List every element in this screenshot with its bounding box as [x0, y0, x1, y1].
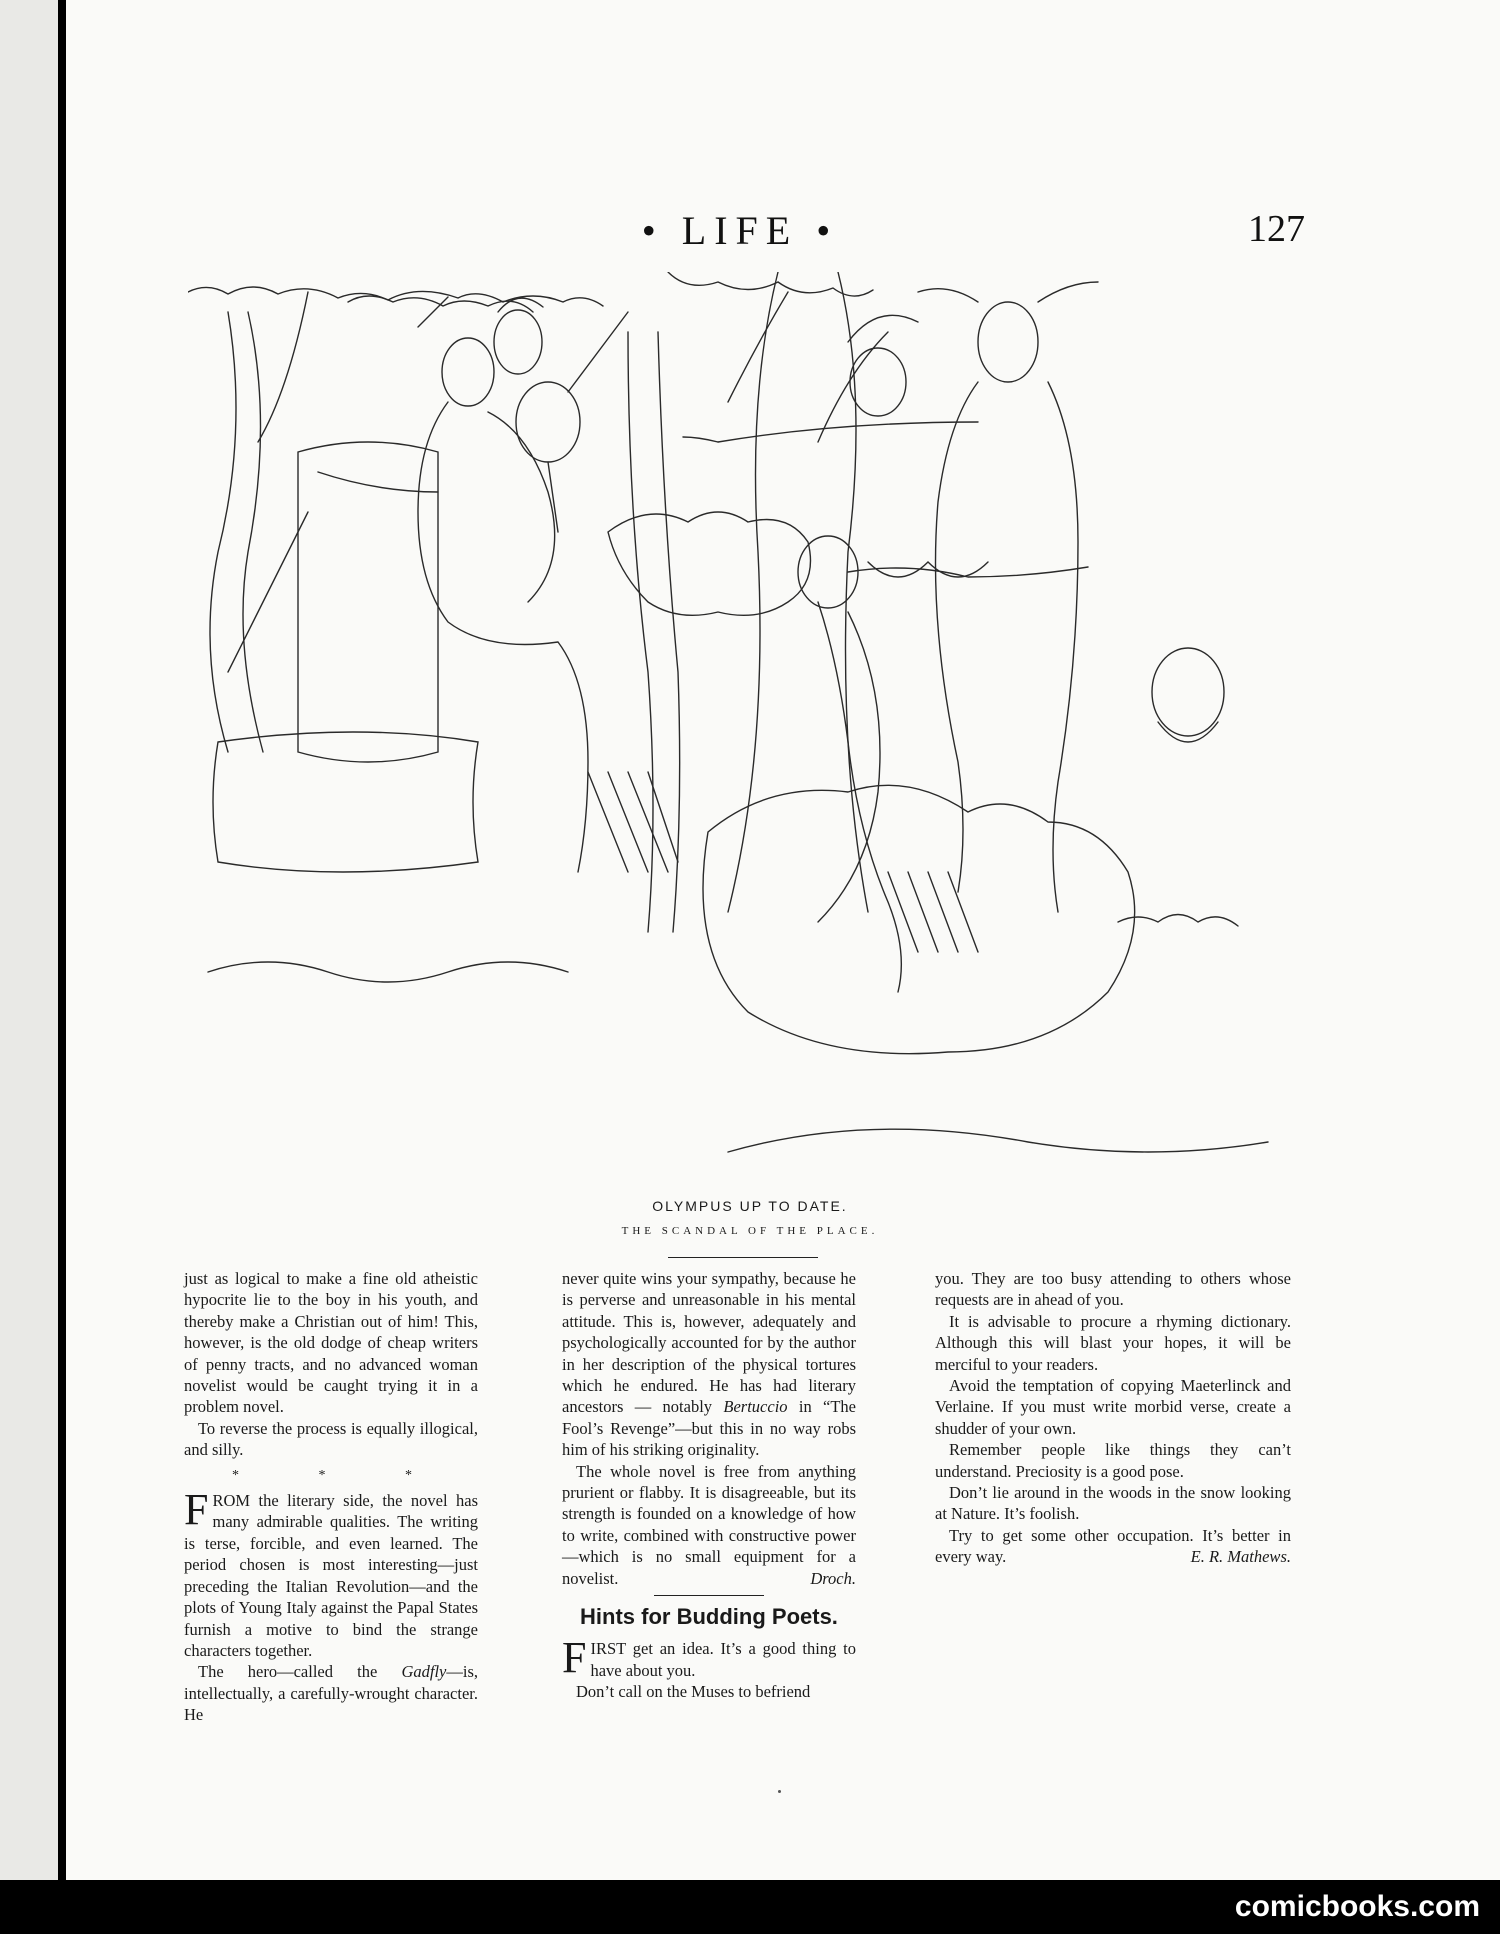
illustration — [188, 272, 1308, 1170]
previous-page-edge — [0, 0, 58, 1880]
italic-name: Bertuccio — [723, 1397, 788, 1417]
caption-divider — [668, 1257, 818, 1258]
paragraph-text: never quite wins your sympathy, because he is perverse and unreasonable in his mental attitude. This is, however, adequately and psychologically accounted for by the author in her description of the physical tortures which he endured. He has had literary ancestors — notably — [562, 1269, 856, 1417]
author-signature: E. R. Mathews. — [1190, 1547, 1291, 1567]
speck — [778, 1790, 781, 1793]
paragraph-text: The whole novel is free from anything prurient or flabby. It is disagreeable, but its strength is founded on a knowledge of how to write, combined with constructive power—which is no small equipment for a novelist. — [562, 1461, 856, 1588]
drop-cap: F — [184, 1485, 209, 1535]
section-separator: * * * — [232, 1467, 450, 1483]
drop-cap: F — [562, 1633, 587, 1683]
paragraph: Avoid the temptation of copying Maeterlinck and Verlaine. If you must write morbid verse, create a shudder of your own. — [935, 1376, 1291, 1438]
author-signature: Droch. — [810, 1568, 856, 1588]
paragraph-text: —is, intellectually, a carefully-wrought character. He — [184, 1662, 478, 1725]
paragraph: It is advisable to procure a rhyming dictionary. Although this will blast your hopes, it will be merciful to your readers. — [935, 1311, 1291, 1374]
paragraph-text: in “The Fool’s Revenge”—but this in no way robs him of his striking originality. — [562, 1397, 857, 1460]
paragraph — [562, 1461, 856, 1589]
paragraph: Don’t lie around in the woods in the snow looking at Nature. It’s foolish. — [935, 1483, 1291, 1524]
paragraph-text: Try to get some other occupation. It’s better in every way. — [935, 1525, 1291, 1567]
page-number: 127 — [1248, 208, 1305, 250]
paragraph — [184, 1485, 478, 1661]
article-heading: Hints for Budding Poets. — [580, 1604, 838, 1630]
paragraph — [562, 1633, 856, 1683]
illustration-caption-title: OLYMPUS UP TO DATE. — [652, 1198, 848, 1214]
paragraph — [935, 1525, 1291, 1568]
column-3 — [935, 1268, 1291, 1568]
column-1 — [184, 1268, 478, 1726]
paragraph: just as logical to make a fine old atheistic hypocrite lie to the boy in his youth, and thereby make a Christian out of him! This, however, is the old dodge of cheap writers of penny tracts, and no advanced woman novelist would be caught trying it in a problem novel. — [184, 1269, 478, 1417]
column-2 — [562, 1268, 856, 1702]
paragraph: Remember people like things they can’t understand. Preciosity is a good pose. — [935, 1440, 1291, 1481]
paragraph: you. They are too busy attending to others whose requests are in ahead of you. — [935, 1269, 1291, 1310]
paragraph-text: IRST get an idea. It’s a good thing to have about you. — [590, 1639, 856, 1680]
paragraph: Don’t call on the Muses to befriend — [576, 1681, 811, 1701]
italic-title: Gadfly — [401, 1662, 447, 1682]
paragraph-text: The hero—called the — [198, 1662, 402, 1682]
masthead: • LIFE • — [641, 208, 839, 253]
section-divider — [654, 1595, 764, 1596]
paragraph: To reverse the process is equally illogical, and silly. — [184, 1418, 478, 1460]
watermark: comicbooks.com — [1234, 1890, 1480, 1923]
illustration-caption-subtitle: THE SCANDAL OF THE PLACE. — [621, 1225, 879, 1237]
paragraph — [184, 1661, 478, 1725]
paragraph — [562, 1268, 856, 1461]
paragraph-text: ROM the literary side, the novel has many admirable qualities. The writing is terse, forcible, and even learned. The period chosen is most interesting—just preceding the Italian Revolution—and the plots of Young Italy against the Papal States furnish a motive to bind the strange characters together. — [184, 1491, 478, 1660]
